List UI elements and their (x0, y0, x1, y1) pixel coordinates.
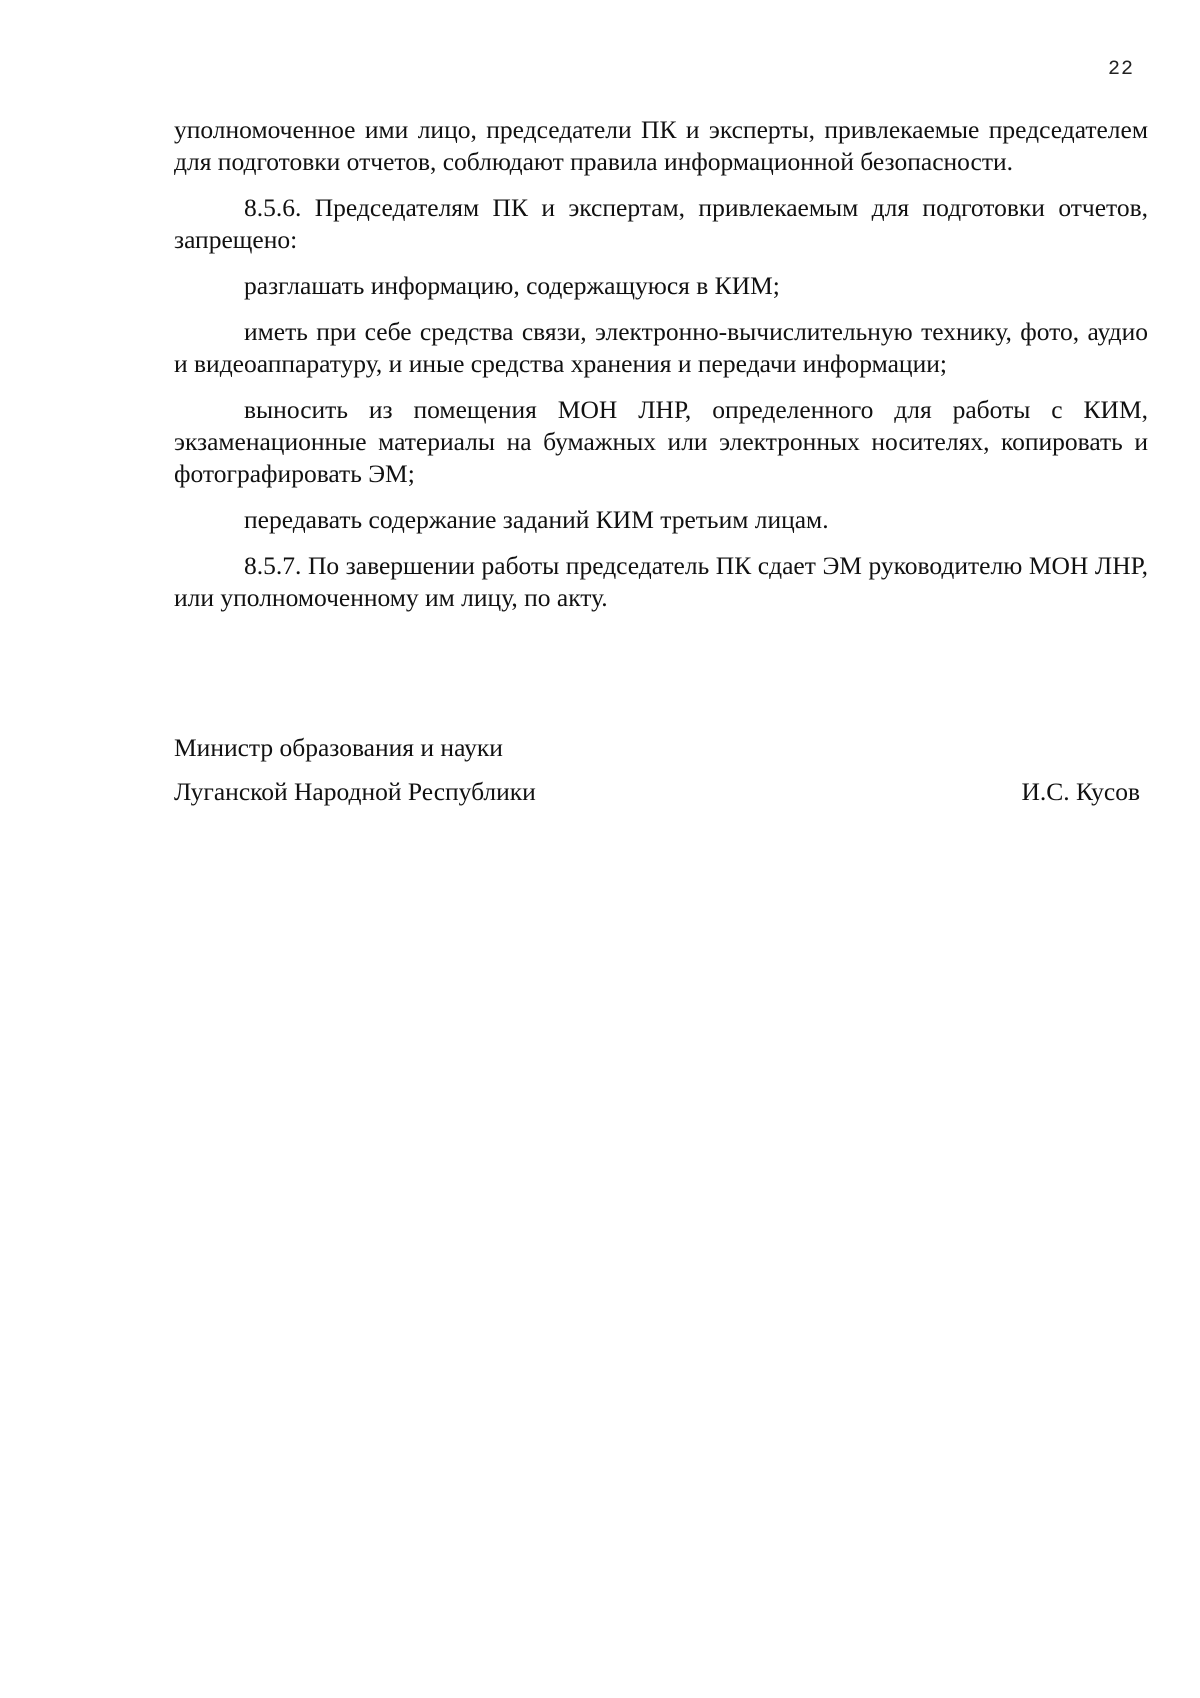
signature-block (174, 732, 1140, 808)
signatory-position-line1: Министр образования и науки (174, 733, 503, 762)
paragraph-8-5-6: 8.5.6. Председателям ПК и экспертам, привлекаемым для подготовки отчетов, запрещено: (174, 193, 1148, 254)
list-item-prohibition-1: разглашать информацию, содержащуюся в КИМ; (244, 271, 780, 300)
paragraph-8-5-7: 8.5.7. По завершении работы председатель ПК сдает ЭМ руководителю МОН ЛНР, или уполномоченному им лицу, по акту. (174, 551, 1148, 612)
signature-row (174, 776, 1140, 808)
signatory-position-line2: Луганской Народной Республики (174, 777, 536, 806)
signatory-name: И.С. Кусов (1021, 777, 1140, 806)
list-item-prohibition-3: выносить из помещения МОН ЛНР, определенного для работы с КИМ, экзаменационные материалы на бумажных или электронных носителях, копировать и фотографировать ЭМ; (174, 395, 1148, 488)
document-body (174, 114, 1148, 628)
list-item-prohibition-4: передавать содержание заданий КИМ третьим лицам. (244, 505, 829, 534)
paragraph-continuation: уполномоченное ими лицо, председатели ПК и эксперты, привлекаемые председателем для подготовки отчетов, соблюдают правила информационной безопасности. (174, 115, 1148, 176)
list-item-prohibition-2: иметь при себе средства связи, электронно-вычислительную технику, фото, аудио и видеоаппаратуру, и иные средства хранения и передачи информации; (174, 317, 1148, 378)
page-number: 22 (1107, 58, 1134, 81)
